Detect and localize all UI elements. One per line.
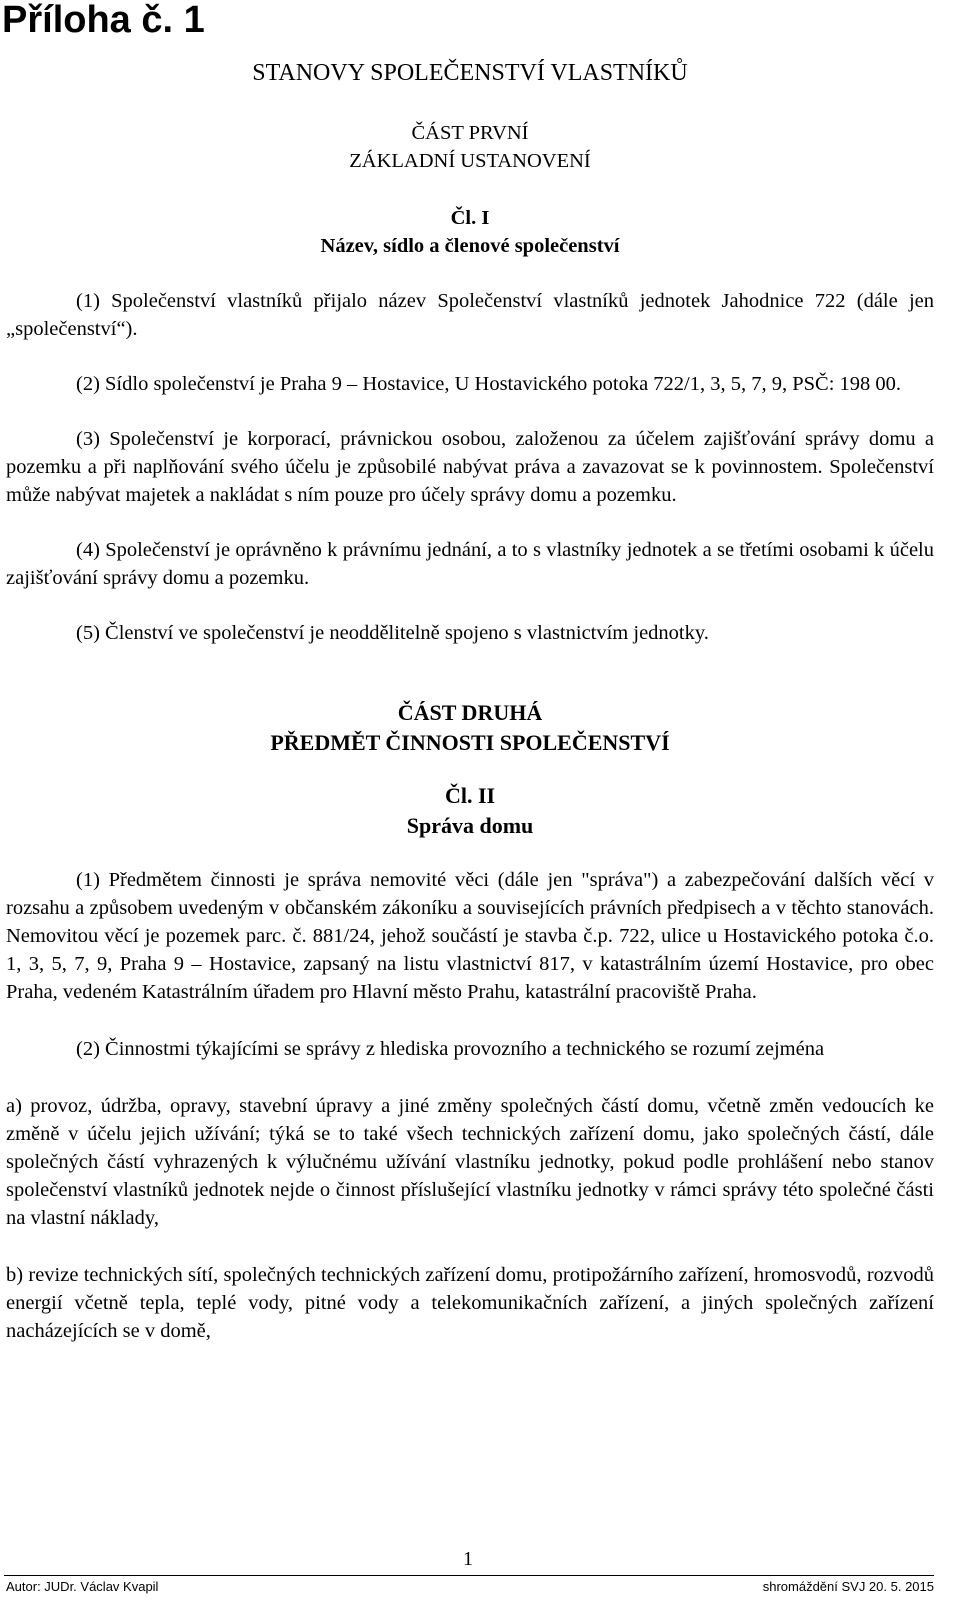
footer-author: Autor: JUDr. Václav Kvapil — [6, 1579, 159, 1594]
part-one-label: ČÁST PRVNÍ — [411, 122, 529, 144]
article-one-paragraph-2: (2) Sídlo společenství je Praha 9 – Hostavice, U Hostavického potoka 722/1, 3, 5, 7, 9, PSČ: 198 00. — [76, 373, 902, 395]
part-two-name: PŘEDMĚT ČINNOSTI SPOLEČENSTVÍ — [270, 730, 670, 755]
article-one-heading: Název, sídlo a členové společenství — [320, 235, 620, 257]
article-one-paragraph-1: (1) Společenství vlastníků přijalo název Společenství vlastníků jednotek Jahodnice 722 (dále jen „společenství“). — [6, 290, 934, 340]
article-one-paragraph-5: (5) Členství ve společenství je neoddělitelně spojeno s vlastnictvím jednotky. — [76, 622, 709, 644]
document-title: STANOVY SPOLEČENSTVÍ VLASTNÍKŮ — [252, 60, 688, 86]
part-one-name: ZÁKLADNÍ USTANOVENÍ — [349, 150, 591, 172]
article-two-heading: Správa domu — [406, 813, 534, 838]
article-one-number: Čl. I — [450, 207, 490, 229]
footer-meeting-date: shromáždění SVJ 20. 5. 2015 — [762, 1579, 934, 1594]
list-item-b: b) revize technických sítí, společných technických zařízení domu, protipožárního zařízení, hromosvodů, rozvodů energií včetně tepla, teplé vody, pitné vody a telekomunikačních zařízení, a jiných společných zařízení nacházejících se v domě, — [6, 1264, 934, 1342]
article-two-number: Čl. II — [444, 783, 496, 808]
article-two-paragraph-1: (1) Předmětem činnosti je správa nemovité věci (dále jen "správa") a zabezpečování dalších věcí v rozsahu a způsobem uvedeným v občanském zákoníku a souvisejících právních předpisech a v těchto stanovách. Nemovitou věcí je pozemek parc. č. 881/24, jehož součástí je stavba č.p. 722, ulice u Hostavického potoka č.o. 1, 3, 5, 7, 9, Praha 9 – Hostavice, zapsaný na listu vlastnictví 817, v katastrálním území Hostavice, pro obec Praha, vedeném Katastrálním úřadem pro Hlavní město Prahu, katastrální pracoviště Praha. — [6, 869, 934, 1003]
article-one-paragraph-4: (4) Společenství je oprávněno k právnímu jednání, a to s vlastníky jednotek a se třetími osobami k účelu zajišťování správy domu a pozemku. — [6, 539, 934, 589]
part-two-label: ČÁST DRUHÁ — [397, 700, 543, 725]
document-body — [6, 58, 934, 1345]
article-two-paragraph-2: (2) Činnostmi týkajícími se správy z hlediska provozního a technického se rozumí zejména — [76, 1038, 825, 1060]
article-one-paragraph-3: (3) Společenství je korporací, právnickou osobou, založenou za účelem zajišťování správy domu a pozemku a při naplňování svého účelu je způsobilé nabývat práva a zavazovat se k povinnostem. Společenství může nabývat majetek a nakládat s ním pouze pro účely správy domu a pozemku. — [6, 428, 934, 506]
footer-divider — [4, 1575, 934, 1576]
annex-heading: Příloha č. 1 — [2, 0, 205, 41]
list-item-a: a) provoz, údržba, opravy, stavební úpravy a jiné změny společných částí domu, včetně změn vedoucích ke změně v účelu jejich užívání; týká se to také všech technických zařízení domu, jako společných částí, dále společných částí vyhrazených k výlučnému užívání vlastníku jednotky, pokud podle prohlášení nebo stanov společenství vlastníků jednotek nejde o činnost příslušející vlastníku jednotky v rámci správy této společné části na vlastní náklady, — [6, 1095, 934, 1229]
page-number: 1 — [463, 1548, 473, 1570]
